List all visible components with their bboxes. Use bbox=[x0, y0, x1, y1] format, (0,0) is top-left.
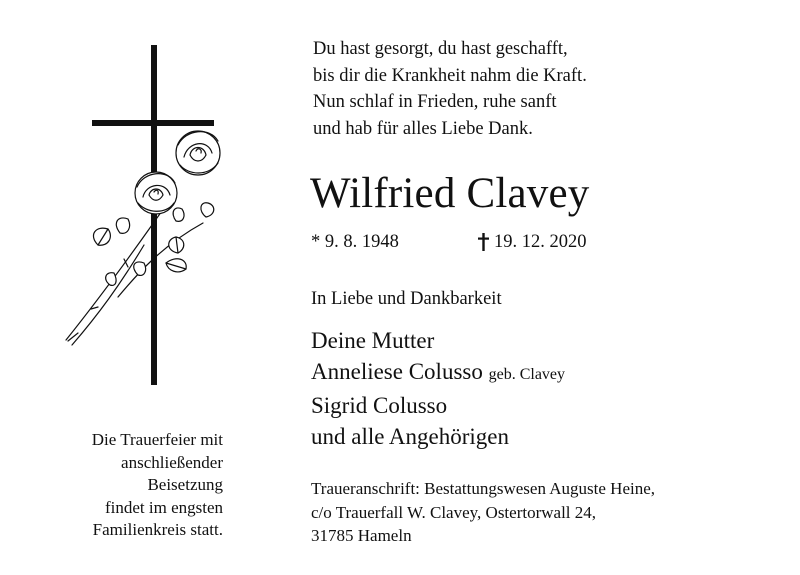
address-line: 31785 Hameln bbox=[311, 526, 412, 545]
cross-icon bbox=[92, 45, 214, 385]
mourning-address bbox=[311, 477, 655, 548]
funeral-ceremony-note bbox=[30, 429, 223, 542]
birth-date: * 9. 8. 1948 bbox=[311, 232, 399, 252]
ceremony-line: Beisetzung bbox=[147, 475, 223, 494]
death-date: 19. 12. 2020 bbox=[494, 232, 587, 252]
mourner-name: Anneliese Colusso bbox=[311, 359, 483, 384]
ceremony-line: Die Trauerfeier mit bbox=[91, 430, 223, 449]
dagger-cross-icon bbox=[478, 233, 489, 251]
mourner-line bbox=[311, 356, 565, 390]
dedication-line: In Liebe und Dankbarkeit bbox=[311, 289, 502, 309]
ceremony-line: anschließender bbox=[121, 452, 223, 472]
memorial-poem bbox=[313, 36, 587, 142]
death-date-group bbox=[478, 230, 587, 254]
poem-line: bis dir die Krankheit nahm die Kraft. bbox=[313, 65, 587, 86]
poem-line: Nun schlaf in Frieden, ruhe sanft bbox=[313, 92, 557, 112]
mourner-line: Deine Mutter bbox=[311, 328, 435, 353]
poem-line: Du hast gesorgt, du hast geschafft, bbox=[313, 39, 568, 59]
ceremony-line: Familienkreis statt. bbox=[92, 520, 223, 539]
deceased-name: Wilfried Clavey bbox=[310, 170, 590, 217]
address-line: Traueranschrift: Bestattungswesen Auguste Heine, bbox=[311, 479, 656, 498]
maiden-name-note: geb. Clavey bbox=[488, 366, 566, 383]
poem-line: und hab für alles Liebe Dank. bbox=[313, 118, 533, 139]
address-line: c/o Trauerfall W. Clavey, Ostertorwall 24, bbox=[311, 502, 597, 522]
mourner-line: Sigrid Colusso bbox=[311, 393, 448, 418]
rose-bouquet-icon bbox=[66, 131, 220, 345]
mourner-line: und alle Angehörigen bbox=[311, 424, 510, 449]
ceremony-line: findet im engsten bbox=[104, 497, 223, 517]
cross-with-roses-illustration bbox=[58, 45, 228, 390]
mourners-list bbox=[311, 325, 565, 452]
